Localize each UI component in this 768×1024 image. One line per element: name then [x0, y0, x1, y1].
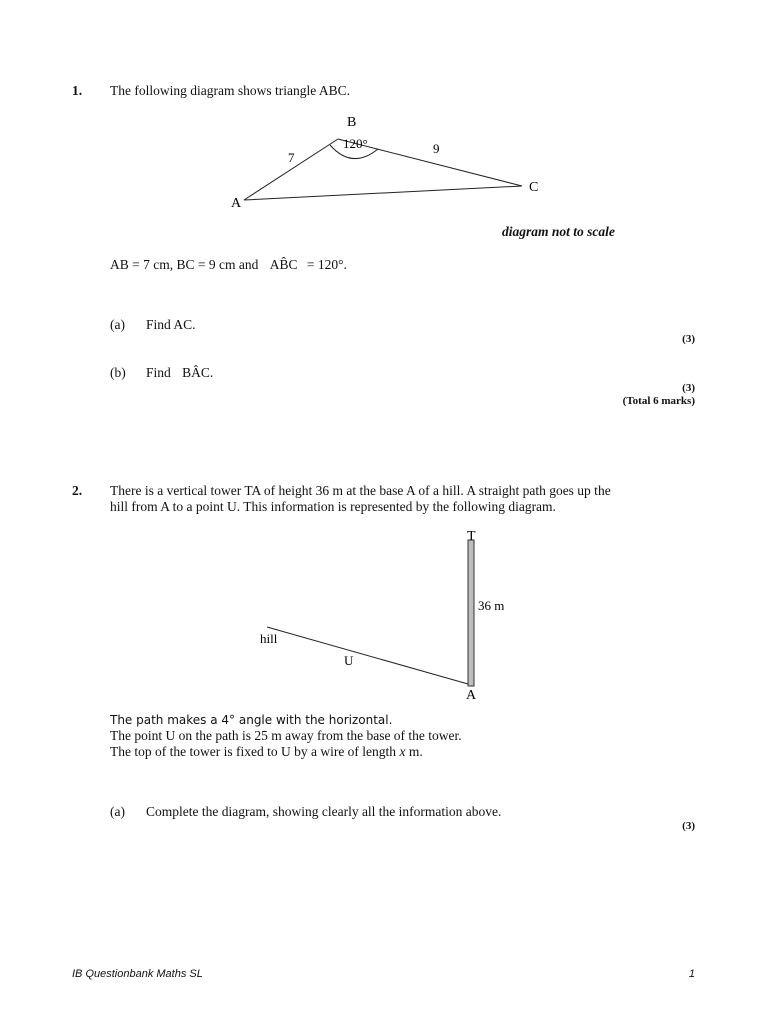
q1a-label: (a) — [110, 317, 125, 332]
q2-number: 2. — [72, 483, 83, 498]
q2-intro-line1: There is a vertical tower TA of height 36 m at the base A of a hill. A straight path goes up the — [110, 483, 611, 498]
height-label: 36 m — [478, 598, 505, 613]
q2a-text: Complete the diagram, showing clearly all the information above. — [146, 804, 502, 819]
info-line3-suffix: m. — [408, 744, 423, 759]
side-ab-label: 7 — [288, 150, 295, 165]
footer-source: IB Questionbank Maths SL — [72, 968, 203, 980]
page-number: 1 — [688, 968, 695, 980]
label-a: A — [231, 196, 242, 211]
q2-info-line3 — [110, 744, 423, 760]
q1b-angle: BÂC — [182, 365, 210, 380]
hill-label: hill — [260, 631, 278, 646]
hill-path — [267, 627, 468, 684]
side-bc-label: 9 — [433, 141, 440, 156]
given-prefix: AB = 7 cm, BC = 9 cm and — [110, 257, 259, 272]
q1a-marks: (3) — [682, 333, 695, 345]
q1a-text: Find AC. — [146, 317, 196, 332]
q2a-marks: (3) — [682, 820, 695, 832]
label-u: U — [344, 653, 354, 668]
q2-info-line2: The point U on the path is 25 m away from the base of the tower. — [110, 728, 462, 743]
angle-label: 120° — [343, 136, 368, 151]
q2-intro-line2: hill from A to a point U. This information is represented by the following diagram. — [110, 499, 556, 514]
q2-info-line1: The path makes a 4° angle with the horizontal. — [110, 713, 393, 727]
label-t: T — [467, 529, 476, 544]
q1b-find: Find — [146, 365, 171, 380]
q1-number: 1. — [72, 83, 83, 98]
label-b: B — [347, 115, 357, 130]
q1-intro: The following diagram shows triangle ABC. — [110, 83, 350, 98]
q1b-label: (b) — [110, 365, 126, 380]
info-line3-prefix: The top of the tower is fixed to U by a wire of length — [110, 744, 397, 759]
q1b-after: . — [209, 365, 214, 380]
q2a-label: (a) — [110, 804, 125, 819]
label-c: C — [529, 180, 539, 195]
info-line3-var: x — [399, 744, 406, 759]
tower — [468, 540, 474, 686]
q1-total-marks: (Total 6 marks) — [622, 395, 695, 407]
given-suffix: = 120°. — [306, 257, 347, 272]
label-a-tower: A — [466, 688, 477, 703]
given-angle: AB̂C — [269, 257, 298, 272]
diagram-note: diagram not to scale — [502, 224, 615, 239]
q1b-marks: (3) — [682, 382, 695, 394]
